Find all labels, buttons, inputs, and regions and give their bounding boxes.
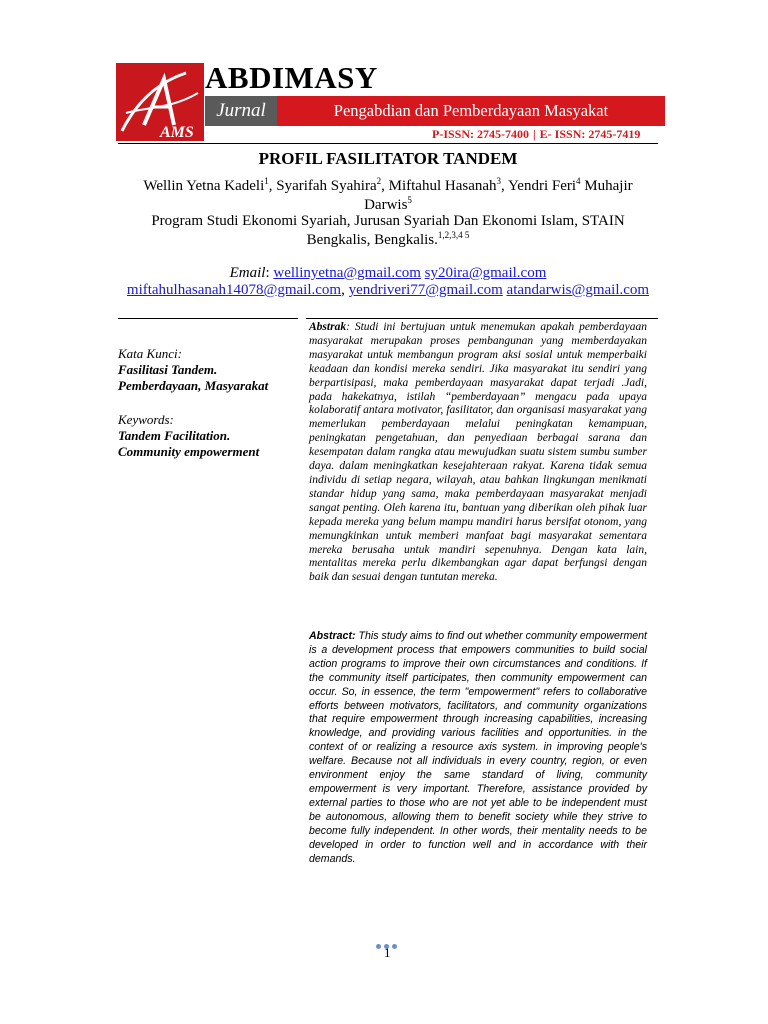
author-sup: 2 bbox=[376, 176, 382, 186]
author-name: Syarifah Syahira bbox=[276, 178, 377, 194]
author-sup: 3 bbox=[496, 176, 502, 186]
email-label: Email bbox=[229, 265, 266, 281]
keyword-divider bbox=[118, 318, 298, 319]
logo-graphic bbox=[116, 63, 204, 141]
email-link[interactable]: wellinyetna@gmail.com bbox=[273, 265, 421, 281]
journal-subtitle: Pengabdian dan Pemberdayaan Masyakat bbox=[277, 96, 665, 126]
keywords-column bbox=[118, 346, 298, 460]
email-link[interactable]: miftahulhasanah14078@gmail.com bbox=[126, 282, 342, 298]
email-link[interactable]: sy20ira@gmail.com bbox=[424, 265, 547, 281]
author-sup: 1 bbox=[264, 176, 269, 186]
keyword-item: Community empowerment bbox=[118, 444, 260, 459]
keyword-item: Tandem Facilitation. bbox=[118, 428, 231, 443]
author-sup: 4 bbox=[576, 176, 581, 186]
keywords-id-label: Kata Kunci: bbox=[118, 346, 182, 361]
page-number: 1 bbox=[384, 945, 391, 960]
p-issn: P-ISSN: 2745-7400 bbox=[432, 127, 530, 141]
abstract-body: This study aims to find out whether community empowerment is a development process that empowers communities to build social action programs to improve their own circumstances and conditions. If the community itself participates, then community empowerment can occur. So, in essence, the term "empowerment" refers to collaborative efforts between motivators, facilitators, and community organizations that require empowerment through increasing capabilities, increasing knowledge, and providing various facilities and opportunities. in the context of or realizing a resource axis system. in improving people's welfare. Because not all individuals in every country, region, or even environment enjoy the same standard of living, community empowerment is very important. Therefore, assistance provided by external parties to those who are not yet able to be independent must be autonomous, allowing them to benefit society while they strive to become fully independent. In other words, their mentality needs to be developed in order to function well and in accordance with their demands. bbox=[309, 630, 647, 865]
affiliation-text: Program Studi Ekonomi Syariah, Jurusan Syariah Dan Ekonomi Islam, STAIN Bengkalis, Bengkalis. bbox=[151, 213, 625, 248]
author-list: Wellin Yetna Kadeli$^1$, Syarifah Syahira$^2$, Miftahul Hasanah$^3$, Yendri Feri$^4$ Muhajir Darwis$^5$ bbox=[143, 176, 633, 213]
affiliation-sup: 1,2,3,4 5 bbox=[437, 230, 470, 240]
affiliation bbox=[118, 212, 658, 250]
journal-logo bbox=[116, 63, 204, 141]
abstract-divider bbox=[306, 318, 658, 319]
logo-text: AMS bbox=[160, 124, 194, 141]
email-block: Email: wellinyetna@gmail.com sy20ira@gmail.com miftahulhasanah14078@gmail.com, yendriveri77@gmail.com atandarwis@gmail.com bbox=[126, 265, 650, 298]
abstract-lead: Abstract: bbox=[309, 630, 356, 642]
header-divider bbox=[118, 143, 658, 144]
e-issn: E- ISSN: 2745-7419 bbox=[539, 127, 641, 141]
paper-title: PROFIL FASILITATOR TANDEM bbox=[258, 149, 518, 168]
author-name: Wellin Yetna Kadeli bbox=[143, 178, 265, 194]
email-link[interactable]: atandarwis@gmail.com bbox=[506, 282, 650, 298]
issn-separator: | bbox=[533, 127, 536, 141]
keywords-en-label: Keywords: bbox=[118, 412, 174, 427]
keyword-item: Fasilitasi Tandem. bbox=[118, 362, 218, 377]
author-name: Yendri Feri bbox=[507, 178, 577, 194]
more-dots-icon[interactable] bbox=[376, 936, 406, 946]
abstract-indonesian bbox=[309, 321, 647, 585]
jurnal-label: Jurnal bbox=[205, 96, 277, 126]
issn-line bbox=[432, 126, 640, 142]
author-sup: 5 bbox=[407, 195, 412, 205]
email-link[interactable]: yendriveri77@gmail.com bbox=[348, 282, 503, 298]
author-name: Miftahul Hasanah bbox=[388, 178, 497, 194]
abstract-english bbox=[309, 630, 647, 866]
keyword-item: Pemberdayaan, Masyarakat bbox=[118, 378, 269, 393]
journal-name: ABDIMASY bbox=[205, 60, 378, 95]
author-name: Muhajir Darwis bbox=[364, 178, 633, 213]
abstract-lead: Abstrak bbox=[309, 321, 347, 333]
abstract-body: : Studi ini bertujuan untuk menemukan apakah pemberdayaan masyarakat merupakan proses pembangunan yang memberdayakan masyarakat untuk membangun program aksi sosial untuk memperbaiki keadaan dan kondisi mereka sendiri. Jika masyarakat itu sendiri yang berpartisipasi, maka pemberdayaan masyarakat dapat terjadi .Jadi, pada hakekatnya, istilah “pemberdayaan” mengacu pada upaya kolaboratif antara motivator, fasilitator, dan organisasi masyarakat yang memerlukan pemberdayaan melalui peningkatan kemampuan, peningkatan pengetahuan, dan penyediaan berbagai sarana dan kesempatan dalam rangka atau mewujudkan suatu sistem sumbu sumber daya. dalam meningkatkan kesejahteraan rakyat. Karena tidak semua individu di setiap negara, wilayah, atau bahkan lingkungan menikmati standar hidup yang sama, maka pemberdayaan masyarakat menjadi sangat penting. Oleh karena itu, bantuan yang diberikan oleh pihak luar kepada mereka yang belum mampu mandiri harus bersifat otonom, yang memungkinkan untuk memberi manfaat bagi masyarakat sementara mereka berusaha untuk mandiri sepenuhnya. Dengan kata lain, mentalitas mereka perlu dikembangkan agar dapat berfungsi dengan baik dan sesuai dengan tuntutan mereka. bbox=[309, 321, 647, 584]
